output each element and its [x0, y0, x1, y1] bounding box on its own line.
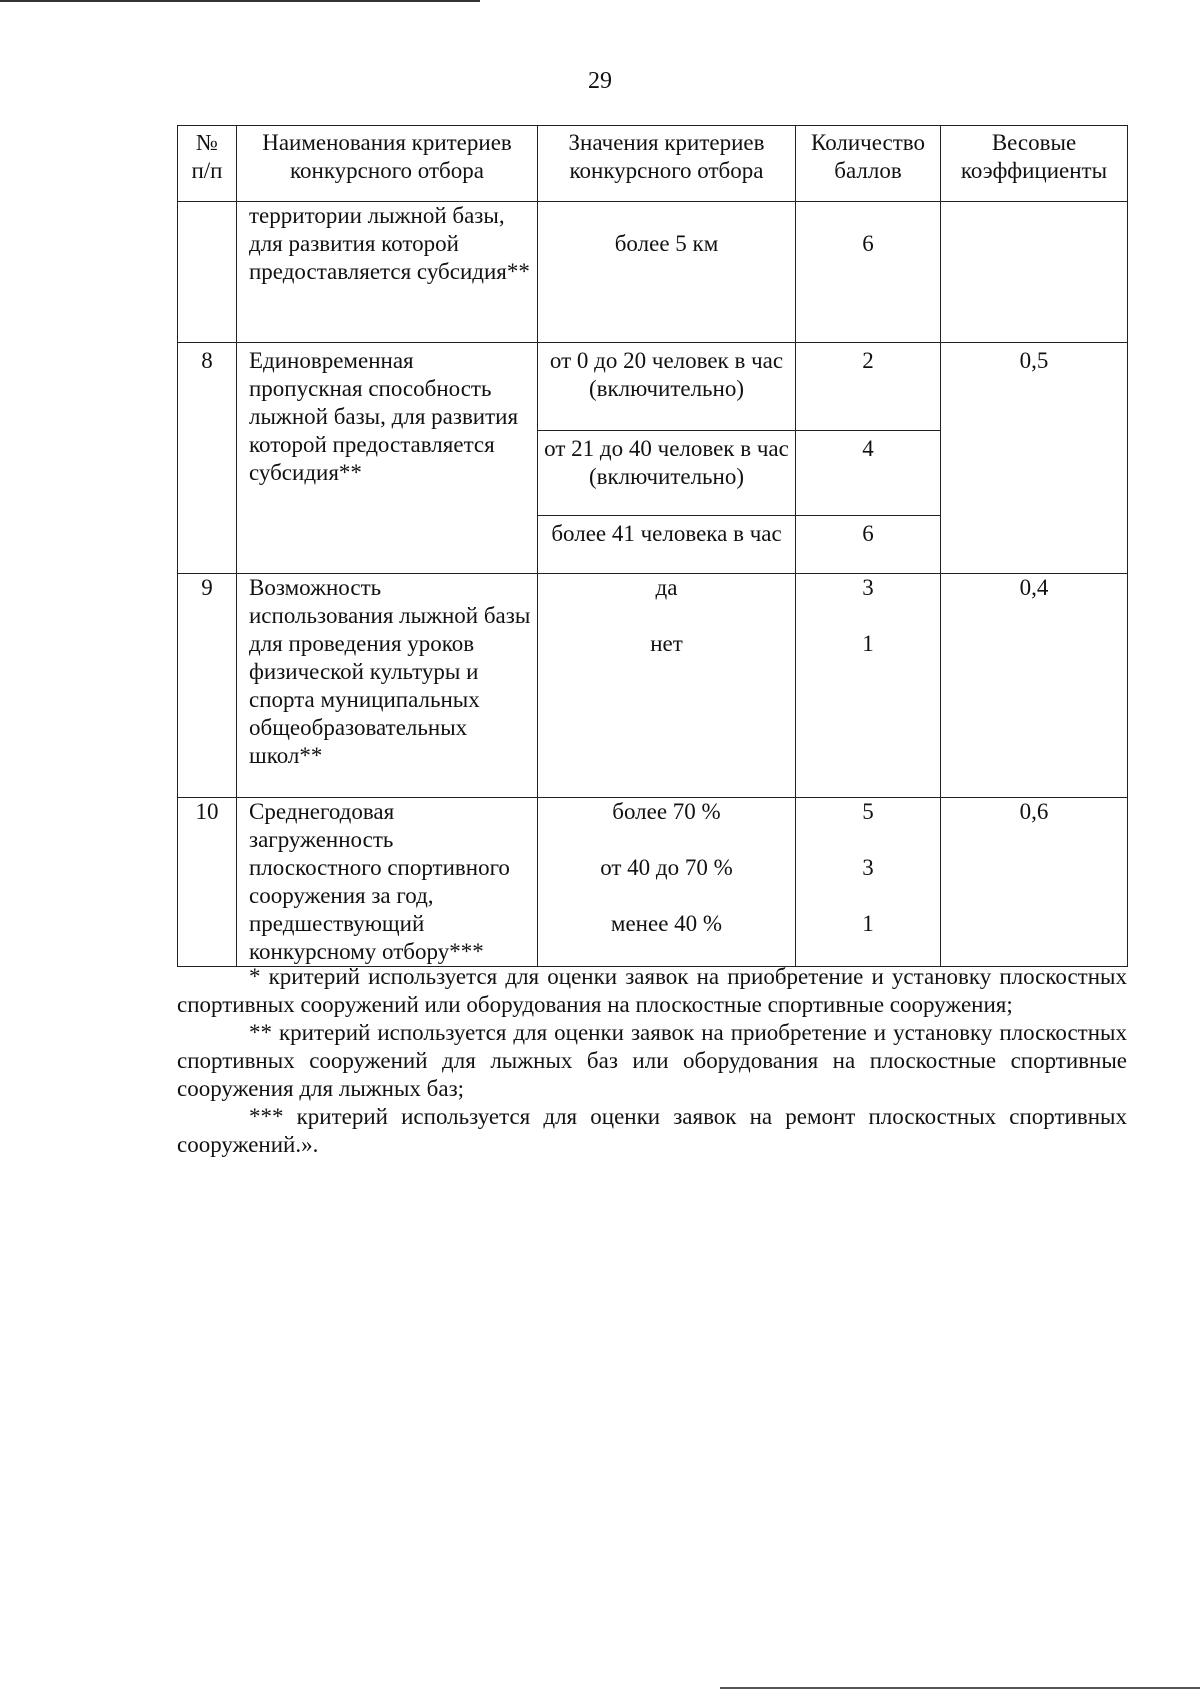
criterion-points [796, 798, 941, 967]
criteria-table [177, 125, 1128, 967]
criterion-points: 4 [796, 431, 941, 516]
footnotes [177, 963, 1127, 1159]
criterion-weight [941, 202, 1128, 343]
criterion-weight: 0,5 [941, 343, 1128, 574]
row-number: 9 [178, 574, 237, 798]
points-spacer [802, 602, 934, 630]
cell-num [178, 202, 237, 343]
criterion-points [796, 574, 941, 798]
criterion-name: Возможность использования лыжной базы для проведения уроков физической культуры и спорта муниципальных общеобразовательных школ** [237, 574, 538, 798]
criterion-value: более 5 км [538, 202, 796, 343]
value-option: от 40 до 70 % [600, 855, 733, 880]
points-option: 3 [862, 575, 874, 600]
header-values: Значения критериев конкурсного отбора [538, 126, 796, 202]
footnote-single-star: * критерий используется для оценки заявок на приобретение и установку плоскостных спортивных сооружений или оборудования на плоскостные спортивные сооружения; [177, 964, 1127, 1017]
header-name: Наименования критериев конкурсного отбора [237, 126, 538, 202]
value-option: менее 40 % [610, 911, 723, 936]
points-spacer [802, 826, 934, 854]
row-number: 8 [178, 343, 237, 574]
criterion-weight: 0,4 [941, 574, 1128, 798]
criterion-name: территории лыжной базы, для развития которой предоставляется субсидия** [237, 202, 538, 343]
value-option: да [655, 575, 678, 600]
scan-edge-bottom [720, 1687, 1200, 1689]
points-option: 1 [862, 911, 874, 936]
criterion-values [538, 574, 796, 798]
criterion-value: от 0 до 20 человек в час (включительно) [538, 343, 796, 431]
table-header-row [178, 126, 1128, 202]
scan-edge-top [0, 0, 480, 2]
criterion-weight: 0,6 [941, 798, 1128, 967]
row-number: 10 [178, 798, 237, 967]
points-spacer [802, 882, 934, 910]
table-row [178, 798, 1128, 967]
criterion-points: 6 [796, 516, 941, 574]
value-spacer [544, 826, 789, 854]
criterion-name: Среднегодовая загруженность плоскостного спортивного сооружения за год, предшествующий конкурсному отбору*** [237, 798, 538, 967]
footnote-double-star: ** критерий используется для оценки заявок на приобретение и установку плоскостных спортивных сооружений для лыжных баз или оборудования на плоскостные спортивные сооружения для лыжных баз; [177, 1020, 1127, 1101]
header-weight: Весовые коэффициенты [941, 126, 1128, 202]
table-row [178, 202, 1128, 343]
criterion-values [538, 798, 796, 967]
criterion-points: 2 [796, 343, 941, 431]
criterion-value: более 41 человека в час [538, 516, 796, 574]
header-points: Количество баллов [796, 126, 941, 202]
points-option: 5 [862, 799, 874, 824]
criterion-name: Единовременная пропускная способность лыжной базы, для развития которой предоставляется субсидия** [237, 343, 538, 574]
points-option: 1 [862, 631, 874, 656]
criterion-points: 6 [796, 202, 941, 343]
value-spacer [544, 602, 789, 630]
table-row [178, 574, 1128, 798]
footnote-triple-star: *** критерий используется для оценки заявок на ремонт плоскостных спортивных сооружений.». [177, 1104, 1127, 1157]
page-number: 29 [588, 68, 612, 94]
header-num: № п/п [178, 126, 237, 202]
value-option: более 70 % [612, 799, 721, 824]
table-row [178, 343, 1128, 431]
points-option: 3 [862, 855, 874, 880]
value-spacer [544, 882, 789, 910]
value-option: нет [650, 631, 683, 656]
criterion-value: от 21 до 40 человек в час (включительно) [538, 431, 796, 516]
